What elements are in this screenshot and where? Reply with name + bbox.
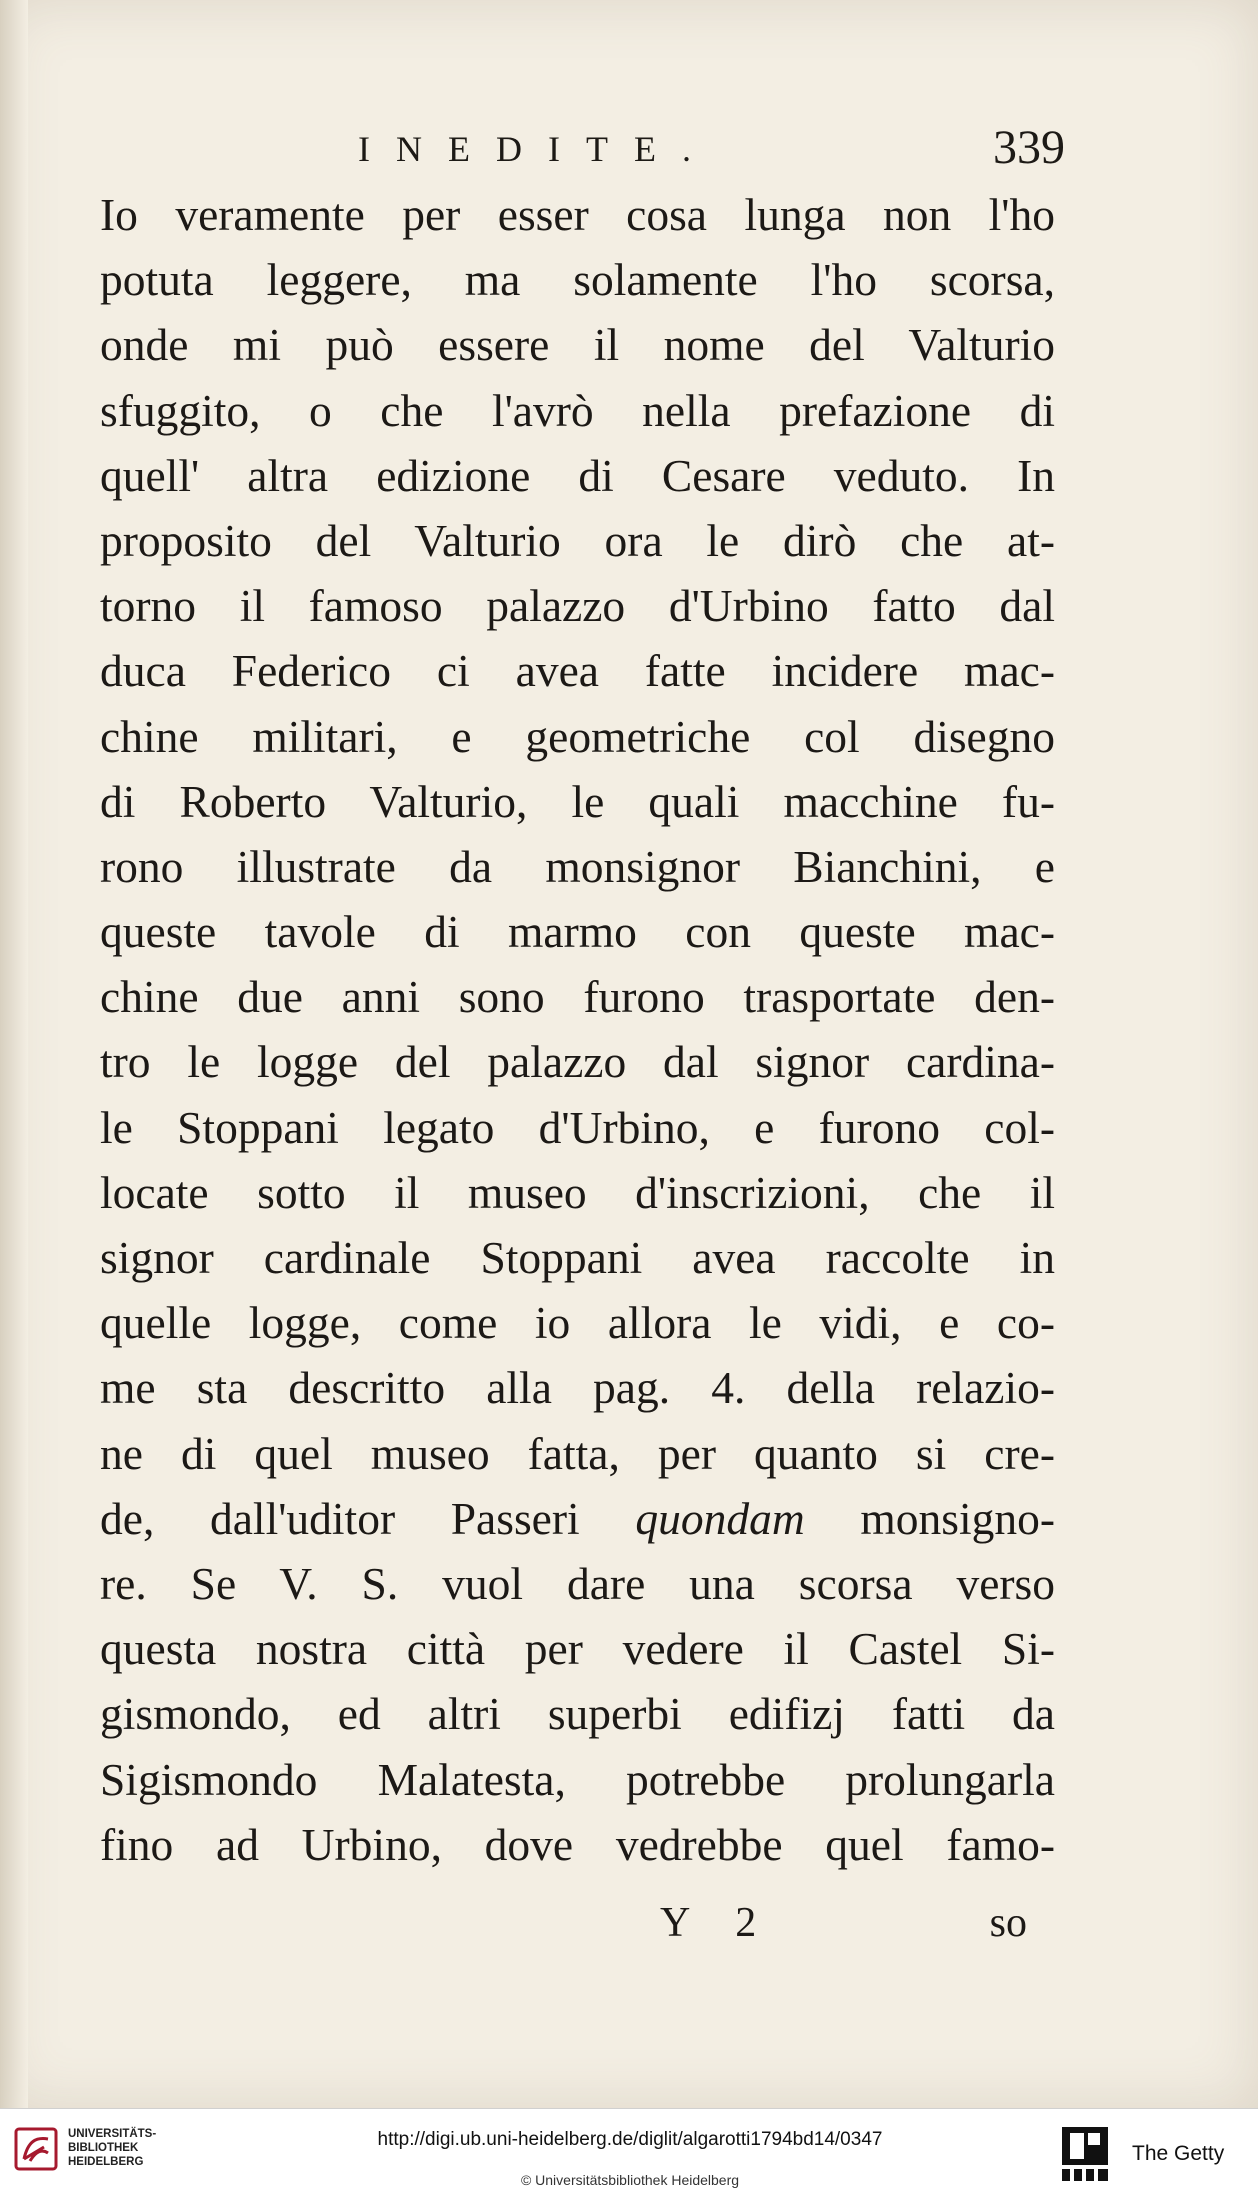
page-gutter <box>0 0 28 2108</box>
getty-logo-icon <box>1058 2125 1114 2183</box>
permalink[interactable]: http://digi.ub.uni-heidelberg.de/diglit/algarotti1794bd14/0347 <box>377 2129 883 2150</box>
text-line: ne di quel museo fatta, per quanto si cre- <box>100 1427 1055 1479</box>
text-line: gismondo, ed altri superbi edifizj fatti da <box>100 1688 1055 1740</box>
text-line: duca Federico ci avea fatte incidere mac- <box>100 645 1055 697</box>
text-line: le Stoppani legato d'Urbino, e furono col- <box>100 1101 1055 1153</box>
text-line: questa nostra città per vedere il Castel Si- <box>100 1623 1055 1675</box>
page-footer-marks <box>100 1895 1055 1965</box>
text-line: signor cardinale Stoppani avea raccolte in <box>100 1232 1055 1283</box>
text-line <box>100 1486 1055 1551</box>
text-line: Sigismondo Malatesta, potrebbe prolungarla <box>100 1753 1055 1805</box>
running-title: INEDITE. <box>358 129 717 169</box>
text-line: onde mi può essere il nome del Valturio <box>100 319 1055 371</box>
text-line: chine militari, e geometriche col disegno <box>100 710 1055 762</box>
text-line: tro le logge del palazzo dal signor cardina- <box>100 1036 1055 1088</box>
text-line: chine due anni sono furono trasportate den- <box>100 971 1055 1023</box>
library-name-line: HEIDELBERG <box>68 2156 144 2168</box>
partner-name: The Getty <box>1132 2142 1225 2165</box>
text-line: fino ad Urbino, dove vedrebbe quel famo- <box>100 1818 1055 1870</box>
page-number: 339 <box>993 121 1065 174</box>
library-name-line: BIBLIOTHEK <box>68 2142 139 2154</box>
text-line: Io veramente per esser cosa lunga non l'ho <box>100 189 1055 240</box>
text-line: proposito del Valturio ora le dirò che at- <box>100 514 1055 566</box>
page-content <box>100 120 1065 1965</box>
copyright-notice: © Universitätsbibliothek Heidelberg <box>520 2172 740 2188</box>
text-line: sfuggito, o che l'avrò nella prefazione di <box>100 384 1055 436</box>
library-footer <box>0 2108 1258 2200</box>
text-line-end: monsigno- <box>860 1492 1056 1544</box>
text-line: queste tavole di marmo con queste mac- <box>100 906 1055 958</box>
italic-word: quondam <box>635 1492 805 1544</box>
library-name <box>68 2127 156 2169</box>
text-line: re. Se V. S. vuol dare una scorsa verso <box>100 1557 1055 1609</box>
signature-mark: Y 2 <box>660 1899 775 1946</box>
running-head <box>100 120 1065 182</box>
library-name-line: UNIVERSITÄTS- <box>68 2128 157 2140</box>
text-line: potuta leggere, ma solamente l'ho scorsa, <box>100 254 1055 306</box>
text-line-start: de, dall'uditor Passeri <box>100 1492 580 1544</box>
university-library-logo-icon <box>14 2127 58 2171</box>
text-line: locate sotto il museo d'inscrizioni, che il <box>100 1166 1055 1218</box>
text-line: torno il famoso palazzo d'Urbino fatto dal <box>100 580 1055 632</box>
text-line: di Roberto Valturio, le quali macchine fu- <box>100 775 1055 827</box>
text-line: rono illustrate da monsignor Bianchini, e <box>100 840 1055 892</box>
body-text <box>100 182 1055 1877</box>
text-line: quelle logge, come io allora le vidi, e co- <box>100 1297 1055 1349</box>
catchword: so <box>989 1899 1027 1946</box>
text-line: quell' altra edizione di Cesare veduto. In <box>100 449 1055 501</box>
text-line: me sta descritto alla pag. 4. della relazio- <box>100 1362 1055 1414</box>
